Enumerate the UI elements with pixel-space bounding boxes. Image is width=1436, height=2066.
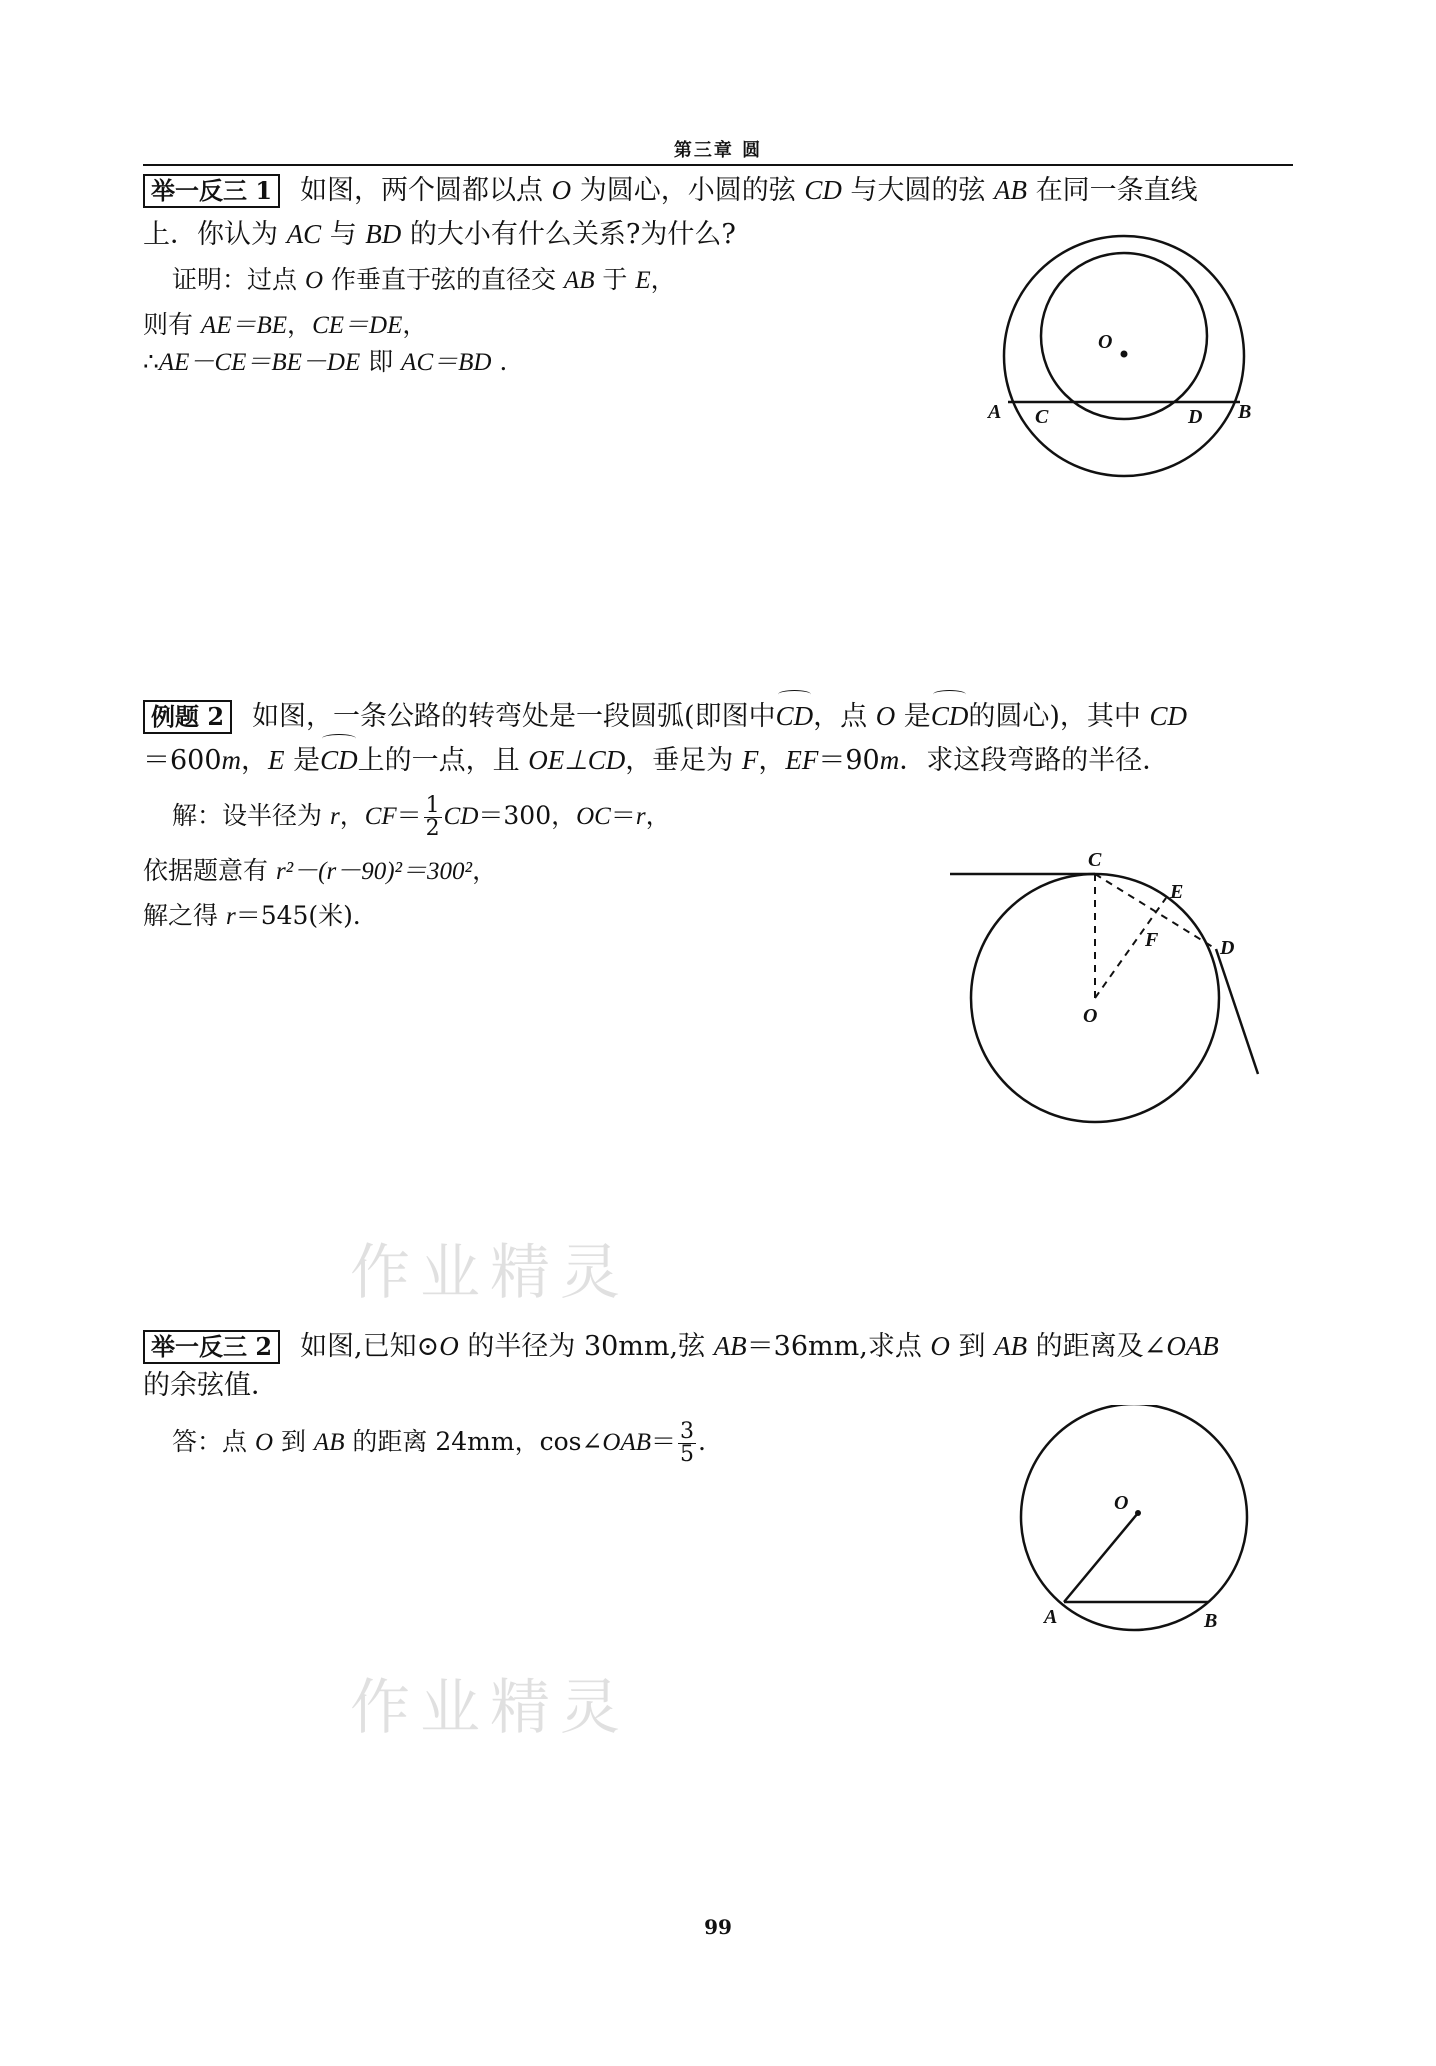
ex2-figure — [940, 840, 1270, 1130]
header-rule — [143, 164, 1293, 166]
watermark-2: 作业精灵 — [350, 1673, 630, 1743]
page-number: 99 — [704, 1915, 732, 1939]
ex2-solution-line3: 解之得 r＝545(米)． — [143, 901, 378, 930]
ex3-label-o: O — [1114, 1492, 1129, 1514]
ex1-center-point — [1121, 351, 1128, 358]
ex2-question-line1: 例题 2 如图，一条公路的转弯处是一段圆弧(即图中CD，点 O 是CD的圆心)，其中 CD — [143, 694, 1293, 739]
ex2-label-f: F — [1145, 929, 1159, 951]
ex2-label-c: C — [1088, 849, 1102, 871]
ex1-label-a: A — [988, 401, 1002, 423]
ex1-label-d: D — [1188, 406, 1203, 428]
ex1-proof-line3: ∴AE－CE＝BE－DE 即 AC＝BD . — [143, 347, 508, 376]
ex3-radius-oa — [1064, 1513, 1138, 1602]
ex2-label-d: D — [1220, 937, 1235, 959]
ex3-fraction: $\frac{3}{5}$ — [680, 1419, 695, 1467]
ex1-proof-line1: 证明：过点 O 作垂直于弦的直径交 AB 于 E， — [172, 265, 676, 294]
ex2-question-line2: ＝600m，E 是CD上的一点，且 OE⊥CD，垂足为 F，EF＝90m．求这段弯路的半径． — [143, 738, 1293, 783]
watermark-1: 作业精灵 — [350, 1238, 630, 1308]
ex1-figure — [980, 230, 1270, 490]
ex2-tag: 例题 2 — [143, 700, 232, 734]
ex1-label-c: C — [1035, 406, 1049, 428]
ex1-small-circle — [1041, 253, 1207, 419]
ex3-figure — [1000, 1405, 1270, 1645]
chapter-title: 第三章 圆 — [673, 140, 763, 161]
ex2-label-e: E — [1170, 881, 1184, 903]
ex2-fraction-half: $\frac{1}{2}$ — [425, 793, 440, 841]
ex2-solution-line2: 依据题意有 r²－(r－90)²＝300²， — [143, 856, 498, 885]
ex3-answer-line: 答：点 O 到 AB 的距离 24mm，cos∠OAB＝ $\frac{3}{5}$ . — [172, 1419, 706, 1467]
ex3-label-b: B — [1204, 1610, 1218, 1632]
ex3-question-line2: 的余弦值． — [143, 1370, 278, 1401]
ex2-solution-line1: 解：设半径为 r，CF＝ $\frac{1}{2}$ CD＝300，OC＝r， — [172, 793, 671, 841]
ex3-center-point — [1135, 1510, 1141, 1516]
ex1-proof-line2: 则有 AE＝BE，CE＝DE， — [143, 310, 428, 339]
ex1-question-line2: 上．你认为 AC 与 BD 的大小有什么关系?为什么? — [143, 219, 736, 250]
ex1-question-line1: 举一反三 1 如图，两个圆都以点 O 为圆心，小圆的弦 CD 与大圆的弦 AB 在同一条直线 — [143, 168, 1293, 213]
ex2-label-o: O — [1083, 1005, 1098, 1027]
ex1-label-o: O — [1098, 331, 1113, 353]
ex1-tag: 举一反三 1 — [143, 174, 280, 208]
ex1-label-b: B — [1238, 401, 1252, 423]
ex2-road-right — [1216, 949, 1258, 1074]
ex3-label-a: A — [1044, 1606, 1058, 1628]
ex3-tag: 举一反三 2 — [143, 1330, 280, 1364]
ex3-question-line1: 举一反三 2 如图,已知⊙O 的半径为 30mm,弦 AB＝36mm,求点 O 到 AB 的距离及∠OAB — [143, 1324, 1293, 1369]
